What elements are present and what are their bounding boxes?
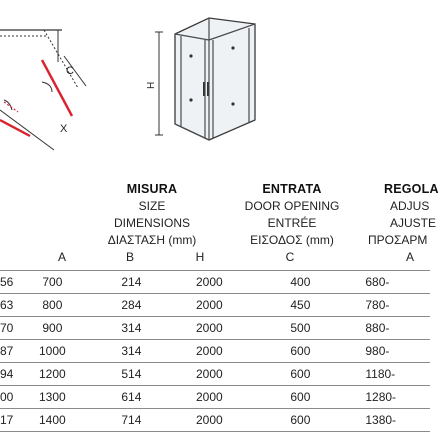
table-cell-x: 63 bbox=[0, 294, 13, 317]
regola-header bbox=[366, 181, 446, 249]
table-cell-b: 514 bbox=[91, 363, 171, 386]
regola-line-3: ΠΡΟΣΑΡΜ bbox=[368, 233, 428, 247]
table-cell-r: 880- bbox=[353, 317, 430, 340]
misura-line-3: ΔΙΑΣΤΑΣΗ (mm) bbox=[107, 233, 197, 247]
table-cell-b: 614 bbox=[91, 386, 171, 409]
label-x: X bbox=[60, 123, 68, 135]
table-cell-c: 400 bbox=[247, 271, 353, 294]
table-cell-x: 87 bbox=[0, 340, 13, 363]
table-cell-h: 2000 bbox=[171, 386, 247, 409]
table-cell-c: 500 bbox=[247, 317, 353, 340]
entrata-line-1: DOOR OPENING bbox=[244, 199, 340, 213]
misura-line-2: DIMENSIONS bbox=[113, 216, 190, 230]
diagram-area bbox=[0, 0, 430, 175]
table-cell-b: 284 bbox=[91, 294, 171, 317]
table-cell-r: 680- bbox=[353, 271, 430, 294]
table-cell-a: 800 bbox=[13, 294, 91, 317]
table-row bbox=[0, 340, 430, 363]
table-cell-b: 314 bbox=[91, 317, 171, 340]
table-cell-r: 1280- bbox=[353, 386, 430, 409]
table-cell-h: 2000 bbox=[171, 340, 247, 363]
table-cell-r: 1180- bbox=[353, 363, 430, 386]
table-cell-c: 600 bbox=[247, 409, 353, 432]
table-cell-c: 600 bbox=[247, 386, 353, 409]
table-cell-a: 1300 bbox=[13, 386, 91, 409]
col-header-c: C bbox=[285, 250, 295, 264]
table-cell-r: 980- bbox=[353, 340, 430, 363]
table-cell-h: 2000 bbox=[171, 317, 247, 340]
table-cell-a: 1400 bbox=[13, 409, 91, 432]
table-cell-a: 1000 bbox=[13, 340, 91, 363]
table-cell-x: 00 bbox=[0, 386, 13, 409]
table-cell-a: 700 bbox=[13, 271, 91, 294]
regola-title: REGOLA bbox=[384, 182, 439, 196]
table-row bbox=[0, 317, 430, 340]
table-row bbox=[0, 363, 430, 386]
regola-line-2: AJUSTE bbox=[390, 216, 437, 230]
misura-header bbox=[92, 181, 212, 249]
col-header-r: A bbox=[405, 250, 414, 264]
label-h: H bbox=[146, 81, 157, 89]
table-cell-c: 600 bbox=[247, 363, 353, 386]
col-header-h: H bbox=[195, 250, 205, 264]
plan-view-diagram bbox=[0, 0, 110, 160]
table-cell-r: 780- bbox=[353, 294, 430, 317]
table-cell-h: 2000 bbox=[171, 409, 247, 432]
table-row bbox=[0, 294, 430, 317]
table-cell-r: 1380- bbox=[353, 409, 430, 432]
table-row bbox=[0, 386, 430, 409]
misura-title: MISURA bbox=[126, 182, 178, 196]
table-cell-b: 314 bbox=[91, 340, 171, 363]
table-cell-h: 2000 bbox=[171, 363, 247, 386]
table-cell-h: 2000 bbox=[171, 294, 247, 317]
table-cell-b: 214 bbox=[91, 271, 171, 294]
entrata-line-2: ENTRÉE bbox=[267, 216, 317, 230]
table-row bbox=[0, 271, 430, 294]
table-cell-a: 900 bbox=[13, 317, 91, 340]
table-cell-h: 2000 bbox=[171, 271, 247, 294]
table-cell-b: 714 bbox=[91, 409, 171, 432]
label-c: C bbox=[66, 65, 74, 77]
table-row bbox=[0, 409, 430, 432]
table-cell-c: 600 bbox=[247, 340, 353, 363]
dimensions-table-body bbox=[0, 271, 430, 432]
col-header-b: B bbox=[125, 250, 134, 264]
table-cell-x: 56 bbox=[0, 271, 13, 294]
table-cell-x: 94 bbox=[0, 363, 13, 386]
col-header-a: A bbox=[57, 250, 66, 264]
entrata-line-3: ΕΙΣΟΔΟΣ (mm) bbox=[250, 233, 334, 247]
misura-line-1: SIZE bbox=[138, 199, 166, 213]
enclosure-3d-diagram bbox=[145, 0, 265, 160]
entrata-title: ENTRATA bbox=[262, 182, 322, 196]
regola-line-1: ADJUS bbox=[390, 199, 430, 213]
table-cell-a: 1200 bbox=[13, 363, 91, 386]
dimensions-table bbox=[0, 270, 430, 432]
table-cell-x: 70 bbox=[0, 317, 13, 340]
entrata-header bbox=[236, 181, 348, 249]
table-cell-x: 17 bbox=[0, 409, 13, 432]
table-cell-c: 450 bbox=[247, 294, 353, 317]
